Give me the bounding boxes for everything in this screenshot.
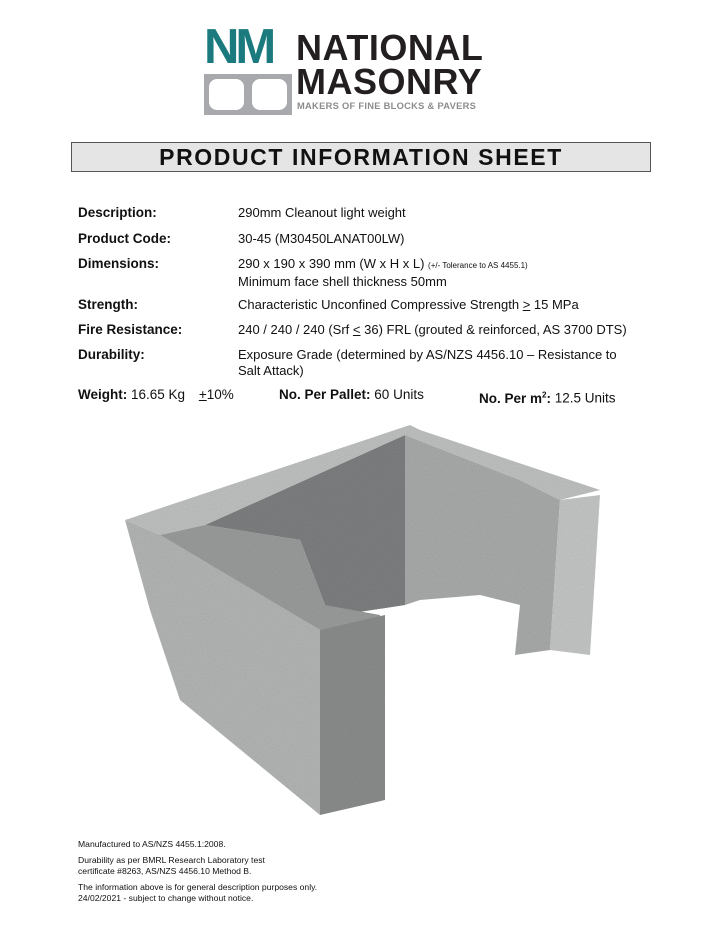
product-code-label: Product Code: — [78, 231, 171, 246]
strength-mpa: 15 MPa — [530, 297, 579, 312]
strength-text: Characteristic Unconfined Compressive Strength — [238, 297, 523, 312]
per-m2-superscript: 2 — [542, 390, 547, 399]
dimensions-label: Dimensions: — [78, 256, 160, 271]
strength-value — [238, 297, 668, 313]
fire-symbol: < — [352, 322, 361, 337]
fire-label: Fire Resistance: — [78, 322, 183, 337]
company-logo — [204, 20, 514, 118]
dimensions-value — [238, 256, 668, 290]
logo-blocks-graphic — [204, 74, 292, 115]
fire-frl: 36) FRL (grouted & reinforced, AS 3700 DTS) — [360, 322, 627, 337]
logo-masonry: MASONRY — [296, 61, 483, 102]
footer-date: 24/02/2021 - subject to change without notice. — [78, 893, 254, 903]
weight-tolerance: 10% — [206, 387, 234, 402]
strength-label: Strength: — [78, 297, 138, 312]
pallet-group — [279, 387, 424, 403]
description-label: Description: — [78, 205, 157, 220]
per-m2-group — [479, 387, 616, 407]
per-m2-label: No. Per m — [479, 390, 543, 406]
page-title: PRODUCT INFORMATION SHEET — [71, 142, 651, 172]
footer-disclaimer: The information above is for general description purposes only. — [78, 882, 318, 892]
logo-tagline: MAKERS OF FINE BLOCKS & PAVERS — [297, 101, 477, 111]
fire-value — [238, 322, 668, 338]
durability-label: Durability: — [78, 347, 145, 362]
footer-durability: Durability as per BMRL Research Laboratory test certificate #8263, AS/NZS 4456.10 Method B. — [78, 855, 265, 876]
fire-text: 240 / 240 / 240 (Srf — [238, 322, 353, 337]
pallet-label: No. Per Pallet: — [279, 387, 371, 402]
dimensions-shell: Minimum face shell thickness 50mm — [238, 274, 447, 289]
product-code-value: 30-45 (M30450LANAT00LW) — [238, 231, 405, 246]
durability-value: Exposure Grade (determined by AS/NZS 4456.10 – Resistance to Salt Attack) — [238, 347, 617, 378]
strength-symbol: > — [522, 297, 531, 312]
dimensions-text: 290 x 190 x 390 mm (W x H x L) — [238, 256, 425, 271]
per-m2-colon: : — [546, 390, 551, 406]
per-m2-value: 12.5 Units — [554, 390, 616, 406]
description-value: 290mm Cleanout light weight — [238, 205, 406, 220]
pallet-value: 60 Units — [374, 387, 424, 402]
weight-group — [78, 387, 234, 403]
logo-mark: NM — [204, 20, 273, 74]
weight-label: Weight: — [78, 387, 128, 402]
weight-value: 16.65 Kg — [131, 387, 186, 402]
logo-national: NATIONAL — [296, 27, 484, 68]
block-product-image — [120, 420, 610, 820]
footer-manufactured: Manufactured to AS/NZS 4455.1:2008. — [78, 839, 226, 849]
dimensions-tolerance: (+/- Tolerance to AS 4455.1) — [428, 261, 528, 270]
weight-tolerance-sign: + — [198, 387, 207, 402]
